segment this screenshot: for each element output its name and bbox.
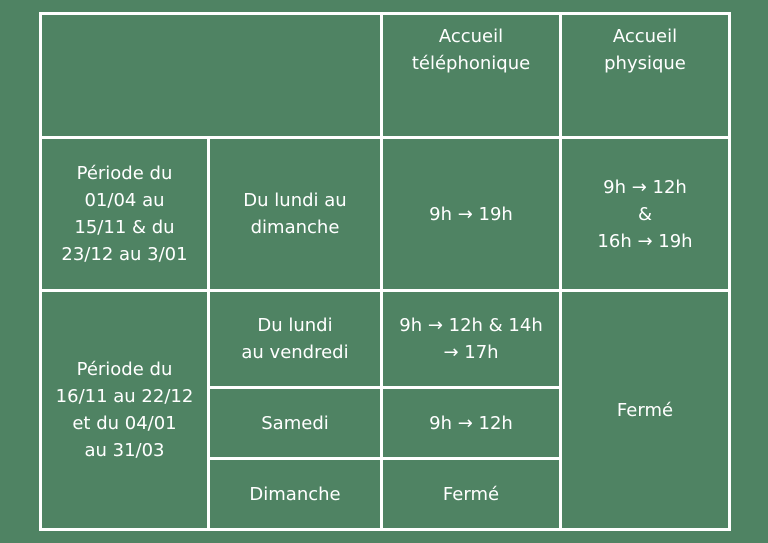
period2-physical-hours: Fermé [561,291,730,530]
period2-sunday-days: Dimanche [209,459,382,530]
period2-saturday-phone-hours: 9h → 12h [382,388,561,459]
period1-label: Période du 01/04 au 15/11 & du 23/12 au 3/01 [41,138,209,291]
period1-phone-hours: 9h → 19h [382,138,561,291]
period2-sunday-phone-hours: Fermé [382,459,561,530]
period2-weekdays-phone-hours: 9h → 12h & 14h → 17h [382,291,561,388]
period2-saturday-days: Samedi [209,388,382,459]
period1-physical-hours: 9h → 12h & 16h → 19h [561,138,730,291]
period1-row [41,138,730,291]
period2-label: Période du 16/11 au 22/12 et du 04/01 au 31/03 [41,291,209,530]
empty-header-cell [41,14,382,138]
opening-hours-table [39,12,731,531]
header-phone: Accueil téléphonique [382,14,561,138]
period1-days: Du lundi au dimanche [209,138,382,291]
header-physical: Accueil physique [561,14,730,138]
header-row [41,14,730,138]
period2-row-weekdays [41,291,730,388]
period2-weekdays-days: Du lundi au vendredi [209,291,382,388]
